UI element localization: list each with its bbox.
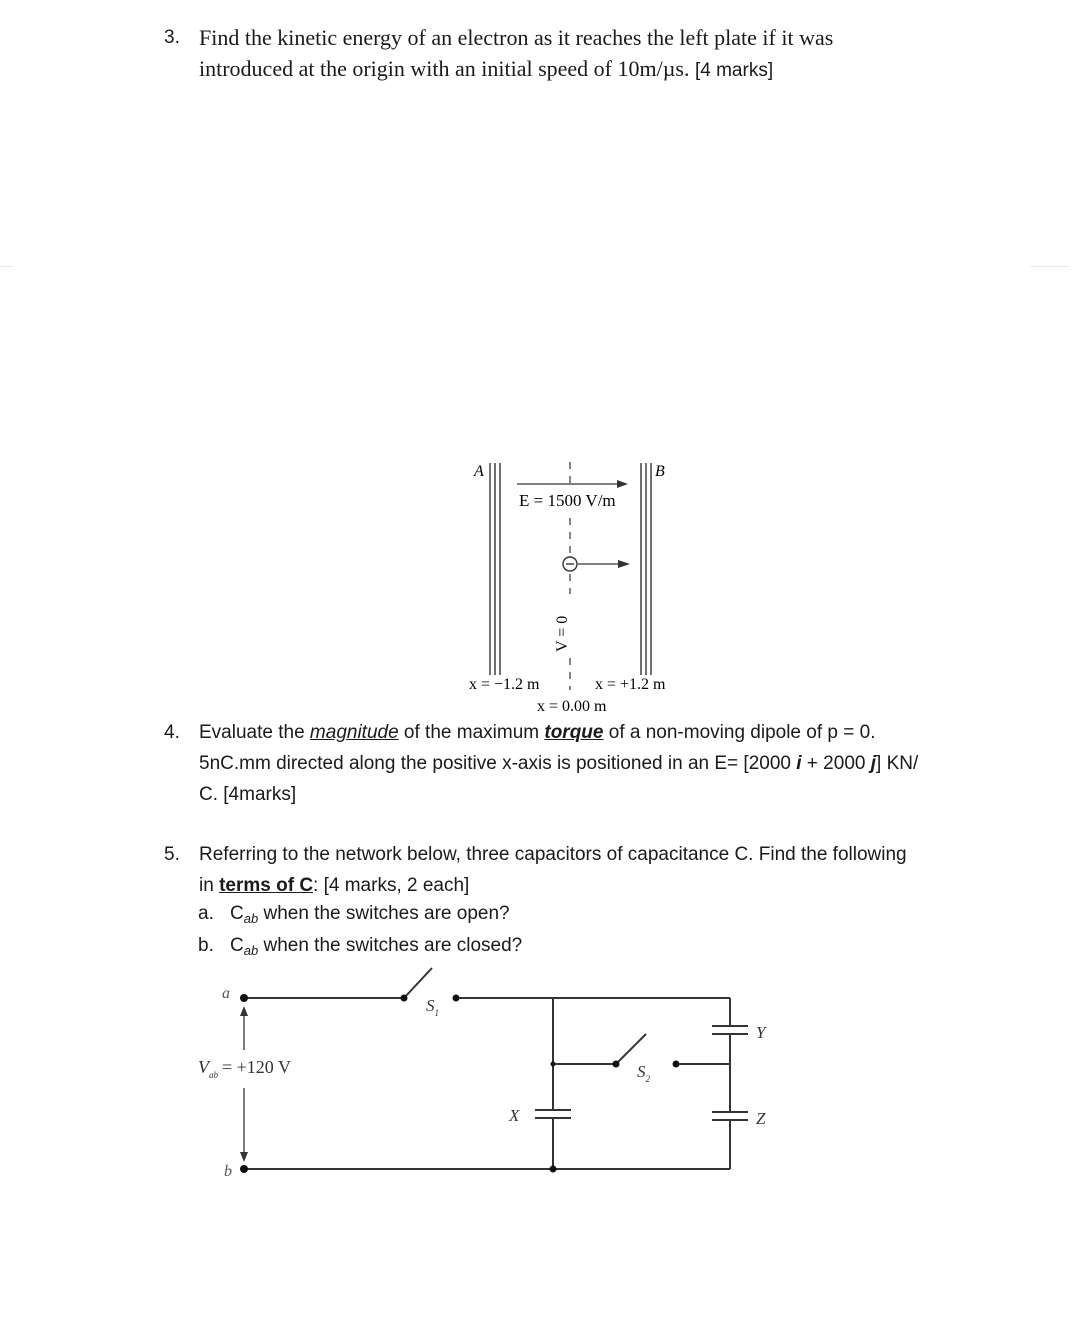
question-5-text bbox=[199, 839, 907, 901]
node-b-label: b bbox=[224, 1163, 232, 1180]
question-4-line-1: Evaluate the magnitude of the maximum torque of a non-moving dipole of p = 0. bbox=[199, 722, 876, 743]
switch-s2-label: $S_2$ bbox=[637, 1062, 650, 1084]
vab-arrow-down-head bbox=[240, 1152, 248, 1162]
part-b-label: b. bbox=[198, 935, 214, 956]
question-5-line-2: in terms of C: [4 marks, 2 each] bbox=[199, 875, 470, 896]
capacitor-network-diagram bbox=[0, 960, 1080, 1200]
terminal-a bbox=[240, 994, 248, 1002]
question-5 bbox=[164, 839, 907, 901]
capacitor-x-label: X bbox=[509, 1106, 520, 1125]
velocity-arrow-head bbox=[618, 560, 630, 568]
switch-s2-pivot bbox=[613, 1061, 620, 1068]
unit-vector-j: j bbox=[870, 753, 877, 774]
vab-arrow-up-head bbox=[240, 1006, 248, 1016]
magnitude-term: magnitude bbox=[309, 722, 399, 743]
question-5-part-b: b. $C_{ab}$ when the switches are closed? bbox=[198, 935, 523, 958]
terms-of-c: terms of C bbox=[219, 875, 314, 896]
question-4-number: 4. bbox=[164, 722, 180, 743]
switch-s2-contact bbox=[673, 1061, 680, 1068]
plate-a-label: A bbox=[474, 463, 484, 480]
junction-x-top bbox=[551, 1062, 556, 1067]
junction-x-bottom bbox=[550, 1166, 557, 1173]
question-4-line-2: 5nC.mm directed along the positive x-axis is positioned in an E= [2000 i + 2000 j] KN/ bbox=[199, 753, 919, 774]
unit-vector-i: i bbox=[796, 753, 802, 774]
capacitor-y-label: Y bbox=[756, 1023, 766, 1042]
field-label: E = 1500 V/m bbox=[519, 491, 616, 510]
question-5-line-1: Referring to the network below, three capacitors of capacitance C. Find the following bbox=[199, 844, 907, 865]
question-3-marks: [4 marks] bbox=[694, 60, 774, 81]
torque-term: torque bbox=[544, 722, 604, 743]
question-4 bbox=[164, 717, 964, 810]
part-a-label: a. bbox=[198, 903, 214, 924]
question-5-part-a: a. $C_{ab}$ when the switches are open? bbox=[198, 903, 510, 926]
question-3-number: 3. bbox=[164, 27, 180, 48]
node-a-label: a bbox=[222, 985, 230, 1002]
switch-s1-label: $S_1$ bbox=[426, 996, 439, 1018]
question-4-line-3: C. [4marks] bbox=[199, 784, 297, 805]
potential-label: V = 0 bbox=[554, 615, 571, 652]
switch-s1-blade bbox=[404, 968, 432, 998]
capacitor-z-label: Z bbox=[756, 1109, 766, 1128]
vab-label: $V_{ab} = +120$ V bbox=[198, 1057, 291, 1080]
terminal-b bbox=[240, 1165, 248, 1173]
question-3-line-1: Find the kinetic energy of an electron as it reaches the left plate if it was bbox=[199, 25, 834, 50]
plate-b-label: B bbox=[655, 463, 665, 480]
question-3-line-2: introduced at the origin with an initial speed of 10m/µs. [4 marks] bbox=[199, 56, 774, 81]
switch-s2-blade bbox=[616, 1034, 646, 1064]
question-5-number: 5. bbox=[164, 844, 180, 865]
question-4-text bbox=[199, 717, 964, 810]
x-left-label: x = −1.2 m bbox=[469, 676, 540, 693]
field-arrow-head bbox=[617, 480, 628, 488]
switch-s1-pivot bbox=[401, 995, 408, 1002]
x-origin-label: x = 0.00 m bbox=[537, 698, 607, 715]
switch-s1-contact bbox=[453, 995, 460, 1002]
x-right-label: x = +1.2 m bbox=[595, 676, 666, 693]
